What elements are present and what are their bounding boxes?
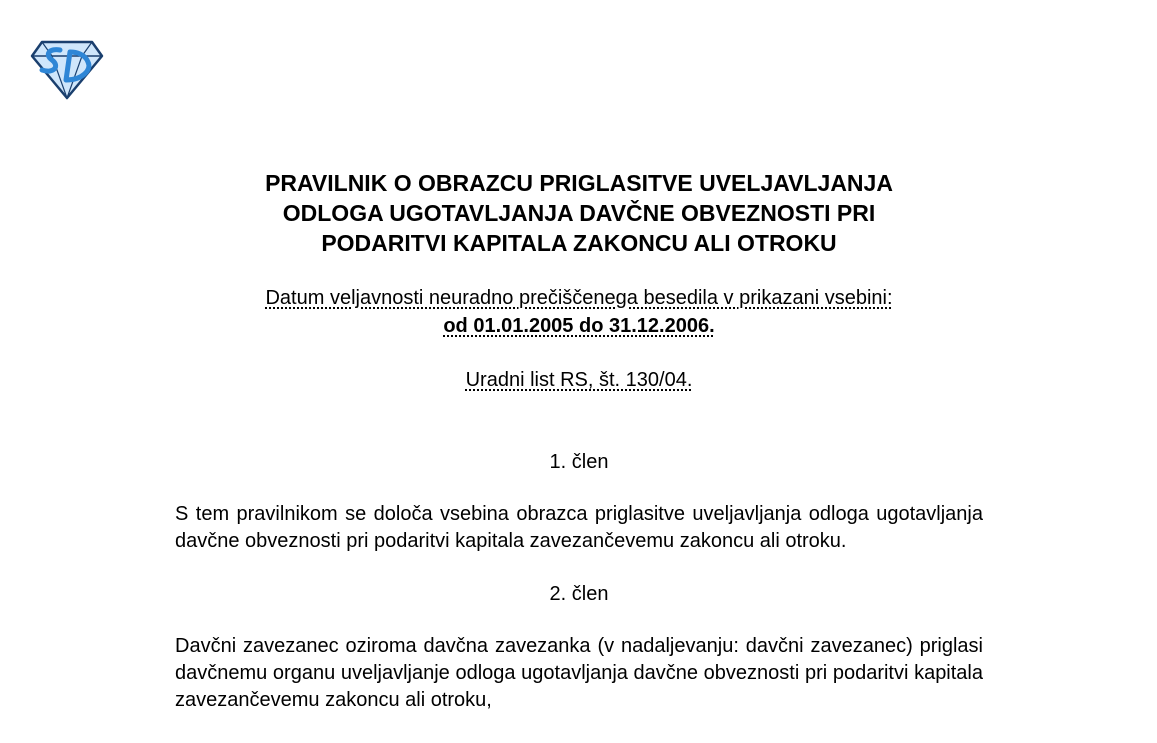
document-page <box>175 168 983 714</box>
title-line: PRAVILNIK O OBRAZCU PRIGLASITVE UVELJAVLJANJA <box>265 170 893 196</box>
article-text: S tem pravilnikom se določa vsebina obrazca priglasitve uveljavljanja odloga ugotavljanja davčne obveznosti pri podaritvi kapitala zavezančevemu zakoncu ali otroku. <box>175 503 983 552</box>
article-heading: 2. člen <box>549 583 609 605</box>
validity-period[interactable]: od 01.01.2005 do 31.12.2006. <box>443 315 715 337</box>
article-heading: 1. člen <box>549 451 609 473</box>
gazette-link[interactable]: Uradni list RS, št. 130/04. <box>465 369 693 391</box>
diamond-logo-icon <box>30 40 104 100</box>
validity-block <box>175 284 983 340</box>
gazette-block <box>175 366 983 394</box>
title-line: PODARITVI KAPITALA ZAKONCU ALI OTROKU <box>321 230 837 256</box>
document-title <box>175 168 983 258</box>
title-line: ODLOGA UGOTAVLJANJA DAVČNE OBVEZNOSTI PRI <box>282 200 876 226</box>
article-text: Davčni zavezanec oziroma davčna zavezanka (v nadaljevanju: davčni zavezanec) priglasi davčnemu organu uveljavljanje odloga ugotavljanja davčne obveznosti pri podaritvi kapitala zavezančevemu zakoncu ali otroku, <box>175 635 983 711</box>
validity-label[interactable]: Datum veljavnosti neuradno prečiščenega besedila v prikazani vsebini: <box>265 287 893 309</box>
